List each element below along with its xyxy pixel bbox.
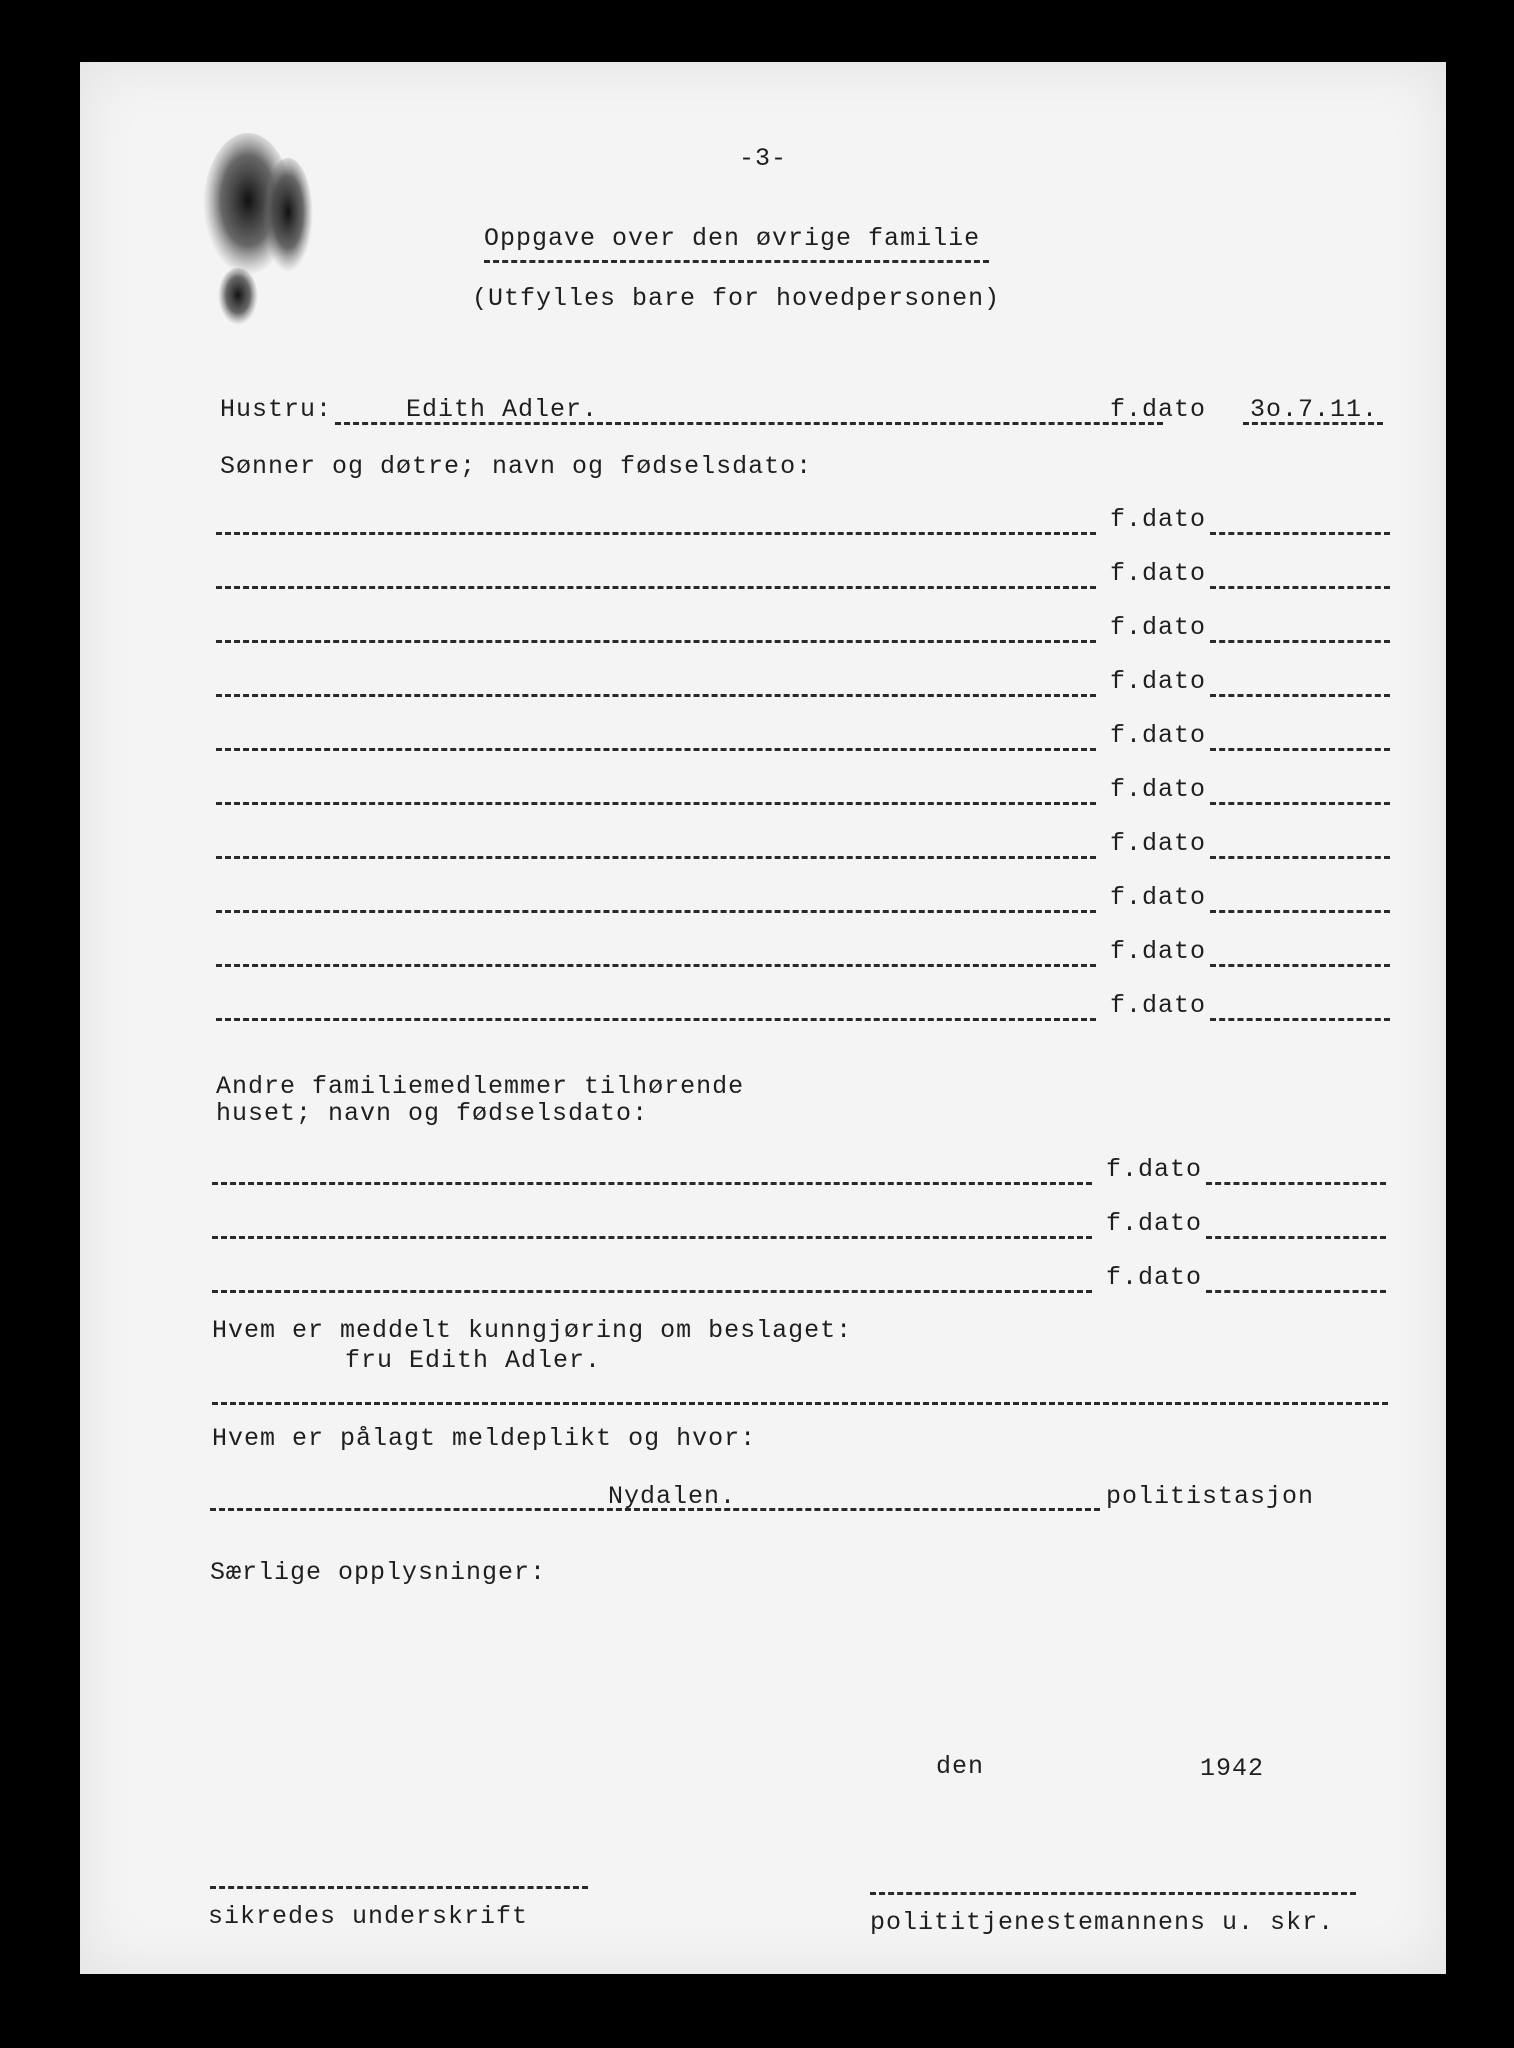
child-name-line[interactable] [216, 532, 1096, 535]
wife-label: Hustru: [220, 395, 333, 424]
wife-name-line [335, 422, 1163, 425]
child-name-line[interactable] [216, 910, 1096, 913]
child-date-label: f.dato [1110, 613, 1207, 642]
child-name-line[interactable] [216, 694, 1096, 697]
other-date-label: f.dato [1106, 1209, 1203, 1238]
wife-date-line [1243, 422, 1383, 425]
wife-date-label: f.dato [1110, 395, 1207, 424]
child-date-label: f.dato [1110, 883, 1207, 912]
other-name-line[interactable] [212, 1290, 1092, 1293]
other-name-line[interactable] [212, 1236, 1092, 1239]
child-date-line[interactable] [1210, 532, 1390, 535]
right-signature-line[interactable] [870, 1892, 1356, 1895]
notified-label: Hvem er meddelt kunngjøring om beslaget: [212, 1316, 853, 1345]
date-den: den [936, 1752, 985, 1781]
child-name-line[interactable] [216, 640, 1096, 643]
other-date-line[interactable] [1206, 1236, 1386, 1239]
child-date-line[interactable] [1210, 748, 1390, 751]
child-date-line[interactable] [1210, 856, 1390, 859]
other-date-label: f.dato [1106, 1155, 1203, 1184]
reporting-label: Hvem er pålagt meldeplikt og hvor: [212, 1424, 757, 1453]
child-name-line[interactable] [216, 964, 1096, 967]
page-number: -3- [738, 144, 787, 173]
wife-name: Edith Adler. [406, 395, 599, 424]
right-signature-label: polititjenestemannens u. skr. [870, 1908, 1335, 1937]
child-date-label: f.dato [1110, 991, 1207, 1020]
child-name-line[interactable] [216, 802, 1096, 805]
child-date-label: f.dato [1110, 667, 1207, 696]
reporting-suffix: politistasjon [1106, 1482, 1315, 1511]
child-name-line[interactable] [216, 1018, 1096, 1021]
child-date-label: f.dato [1110, 721, 1207, 750]
child-date-label: f.dato [1110, 559, 1207, 588]
notified-value: fru Edith Adler. [345, 1346, 602, 1375]
child-date-line[interactable] [1210, 640, 1390, 643]
form-subtitle: (Utfylles bare for hovedpersonen) [472, 284, 1001, 313]
form-title: Oppgave over den øvrige familie [484, 224, 981, 253]
child-date-label: f.dato [1110, 937, 1207, 966]
children-heading: Sønner og døtre; navn og fødselsdato: [220, 452, 813, 481]
child-date-line[interactable] [1210, 910, 1390, 913]
document-page [80, 62, 1446, 1974]
child-date-line[interactable] [1210, 694, 1390, 697]
others-heading-line2: huset; navn og fødselsdato: [216, 1099, 649, 1128]
child-date-line[interactable] [1210, 1018, 1390, 1021]
child-name-line[interactable] [216, 856, 1096, 859]
notified-line[interactable] [212, 1402, 1388, 1405]
date-year: 1942 [1200, 1754, 1265, 1783]
other-date-line[interactable] [1206, 1290, 1386, 1293]
special-label: Særlige opplysninger: [210, 1558, 547, 1587]
left-signature-label: sikredes underskrift [208, 1902, 529, 1931]
other-name-line[interactable] [212, 1182, 1092, 1185]
child-date-line[interactable] [1210, 802, 1390, 805]
title-underline [484, 260, 989, 263]
wife-date: 3o.7.11. [1250, 395, 1379, 424]
child-date-line[interactable] [1210, 586, 1390, 589]
reporting-place: Nydalen. [608, 1482, 737, 1511]
child-name-line[interactable] [216, 586, 1096, 589]
child-date-label: f.dato [1110, 505, 1207, 534]
child-date-label: f.dato [1110, 775, 1207, 804]
child-date-label: f.dato [1110, 829, 1207, 858]
others-heading-line1: Andre familiemedlemmer tilhørende [216, 1072, 745, 1101]
other-date-line[interactable] [1206, 1182, 1386, 1185]
left-signature-line[interactable] [210, 1886, 588, 1889]
child-date-line[interactable] [1210, 964, 1390, 967]
other-date-label: f.dato [1106, 1263, 1203, 1292]
child-name-line[interactable] [216, 748, 1096, 751]
